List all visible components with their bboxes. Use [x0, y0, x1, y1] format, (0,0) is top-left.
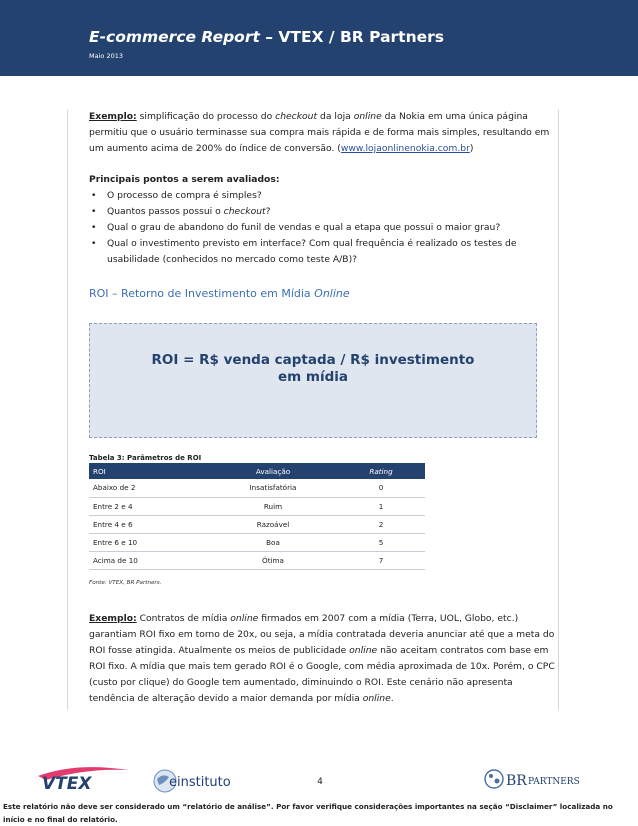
einstituto-logo-text: einstituto [169, 775, 231, 790]
table-row [89, 515, 425, 533]
vtex-logo-text: VTEX [42, 774, 92, 792]
table-cell: Entre 4 e 6 [89, 515, 209, 533]
text-run: . [390, 693, 394, 704]
table-cell: 1 [337, 497, 425, 515]
einstituto-logo [153, 767, 253, 799]
table-row [89, 534, 425, 552]
text-run-italic: online [230, 613, 259, 624]
list-item: • O processo de compra é simples? [89, 188, 559, 204]
text-run: Quantos passos possui o [107, 206, 224, 217]
roi-section-heading [89, 287, 350, 300]
table-cell: Acima de 10 [89, 552, 209, 570]
example-media-paragraph [89, 611, 559, 707]
nokia-store-link[interactable]: www.lojaonlinenokia.com.br [340, 143, 470, 154]
report-title-italic: E-commerce Report [89, 28, 260, 46]
table-row [89, 479, 425, 497]
br-partners-logo [484, 766, 588, 796]
left-margin-rule [67, 110, 68, 710]
text-run-italic: checkout [223, 206, 266, 217]
table-cell: Razoável [209, 515, 337, 533]
disclaimer-note: Este relatório não deve ser considerado um “relatório de análise”. Por favor verifique considerações importantes na seção “Disclaimer” localizada no início e no final do relatório. [3, 802, 613, 824]
table-cell: Ruim [209, 497, 337, 515]
text-run: firmados em 2007 com a mídia (Terra, UOL, Globo, etc.) garantiam ROI fixo em torno de 20x, ou seja, a mídia contratada deveria anunciar até que a meta do ROI fosse atingida. Atualmente os meios de publicidade [89, 613, 555, 656]
roi-formula-box [89, 323, 537, 438]
text-run-italic: online [353, 111, 382, 122]
text-run: ROI – Retorno de Investimento em Mídia [89, 287, 315, 300]
report-date: Maio 2013 [89, 52, 123, 60]
table-cell: 0 [337, 479, 425, 497]
text-run: Contratos de mídia [136, 613, 231, 624]
text-run-italic: online [362, 693, 391, 704]
text-run-italic: checkout [275, 111, 318, 122]
report-title-rest: – VTEX / BR Partners [259, 28, 445, 46]
list-item: • Qual o grau de abandono do funil de vendas e qual a etapa que possui o maior grau? [89, 220, 559, 236]
example-nokia-paragraph [89, 109, 559, 157]
table-cell: 2 [337, 515, 425, 533]
table-cell: Ótima [209, 552, 337, 570]
table-cell: Boa [209, 534, 337, 552]
roi-formula-line: em mídia [277, 369, 349, 385]
column-header: ROI [89, 463, 209, 479]
text-run: ? [265, 206, 271, 217]
roi-formula [90, 352, 536, 386]
table-caption: Tabela 3: Parâmetros de ROI [89, 454, 202, 462]
partners-logo-text: PARTNERS [528, 777, 580, 787]
table-cell: Entre 2 e 4 [89, 497, 209, 515]
table-cell: Abaixo de 2 [89, 479, 209, 497]
list-item: • Qual o investimento previsto em interface? Com qual frequência é realizado os testes de usabilidade (conhecidos no mercado como teste A/B)? [89, 236, 559, 268]
table-row [89, 552, 425, 570]
list-item [89, 204, 559, 220]
text-run-italic: online [349, 645, 378, 656]
text-run: simplificação do processo do [136, 111, 276, 122]
evaluation-points [89, 172, 559, 268]
points-list [89, 188, 559, 268]
text-run: ) [469, 143, 474, 154]
page-number: 4 [317, 777, 323, 787]
table-cell: 7 [337, 552, 425, 570]
example-label: Exemplo: [89, 613, 137, 624]
points-heading: Principais pontos a serem avaliados: [89, 174, 280, 185]
report-header [0, 0, 638, 76]
roi-parameters-table [89, 463, 425, 570]
table-header-row [89, 463, 425, 479]
table-cell: 5 [337, 534, 425, 552]
roi-formula-line: ROI = R$ venda captada / R$ investimento [151, 352, 475, 368]
column-header: Avaliação [209, 463, 337, 479]
table-cell: Insatisfatória [209, 479, 337, 497]
table-cell: Entre 6 e 10 [89, 534, 209, 552]
table-row [89, 497, 425, 515]
report-title [89, 28, 444, 46]
text-run-italic: Online [314, 287, 350, 300]
table-source: Fonte: VTEX, BR Partners. [89, 580, 162, 586]
br-logo-text: BR [506, 773, 527, 789]
column-header: Rating [337, 463, 425, 479]
text-run: da loja [317, 111, 354, 122]
text-run: da Nokia em uma única página permitiu que o usuário terminasse sua compra mais rápida e de forma mais simples, resultando em um aumento acima de 200% do índice de conversão. ( [89, 111, 550, 154]
text-run: não aceitam contratos com base em ROI fixo. A mídia que mais tem gerado ROI é o Google, com média aproximada de 10x. Porém, o CPC (custo por clique) do Google tem aumentado, diminuindo o ROI. Este cenário não apresenta tendência de alteração devido a maior demanda por mídia [89, 645, 555, 704]
vtex-logo [36, 766, 140, 796]
example-label: Exemplo: [89, 111, 137, 122]
